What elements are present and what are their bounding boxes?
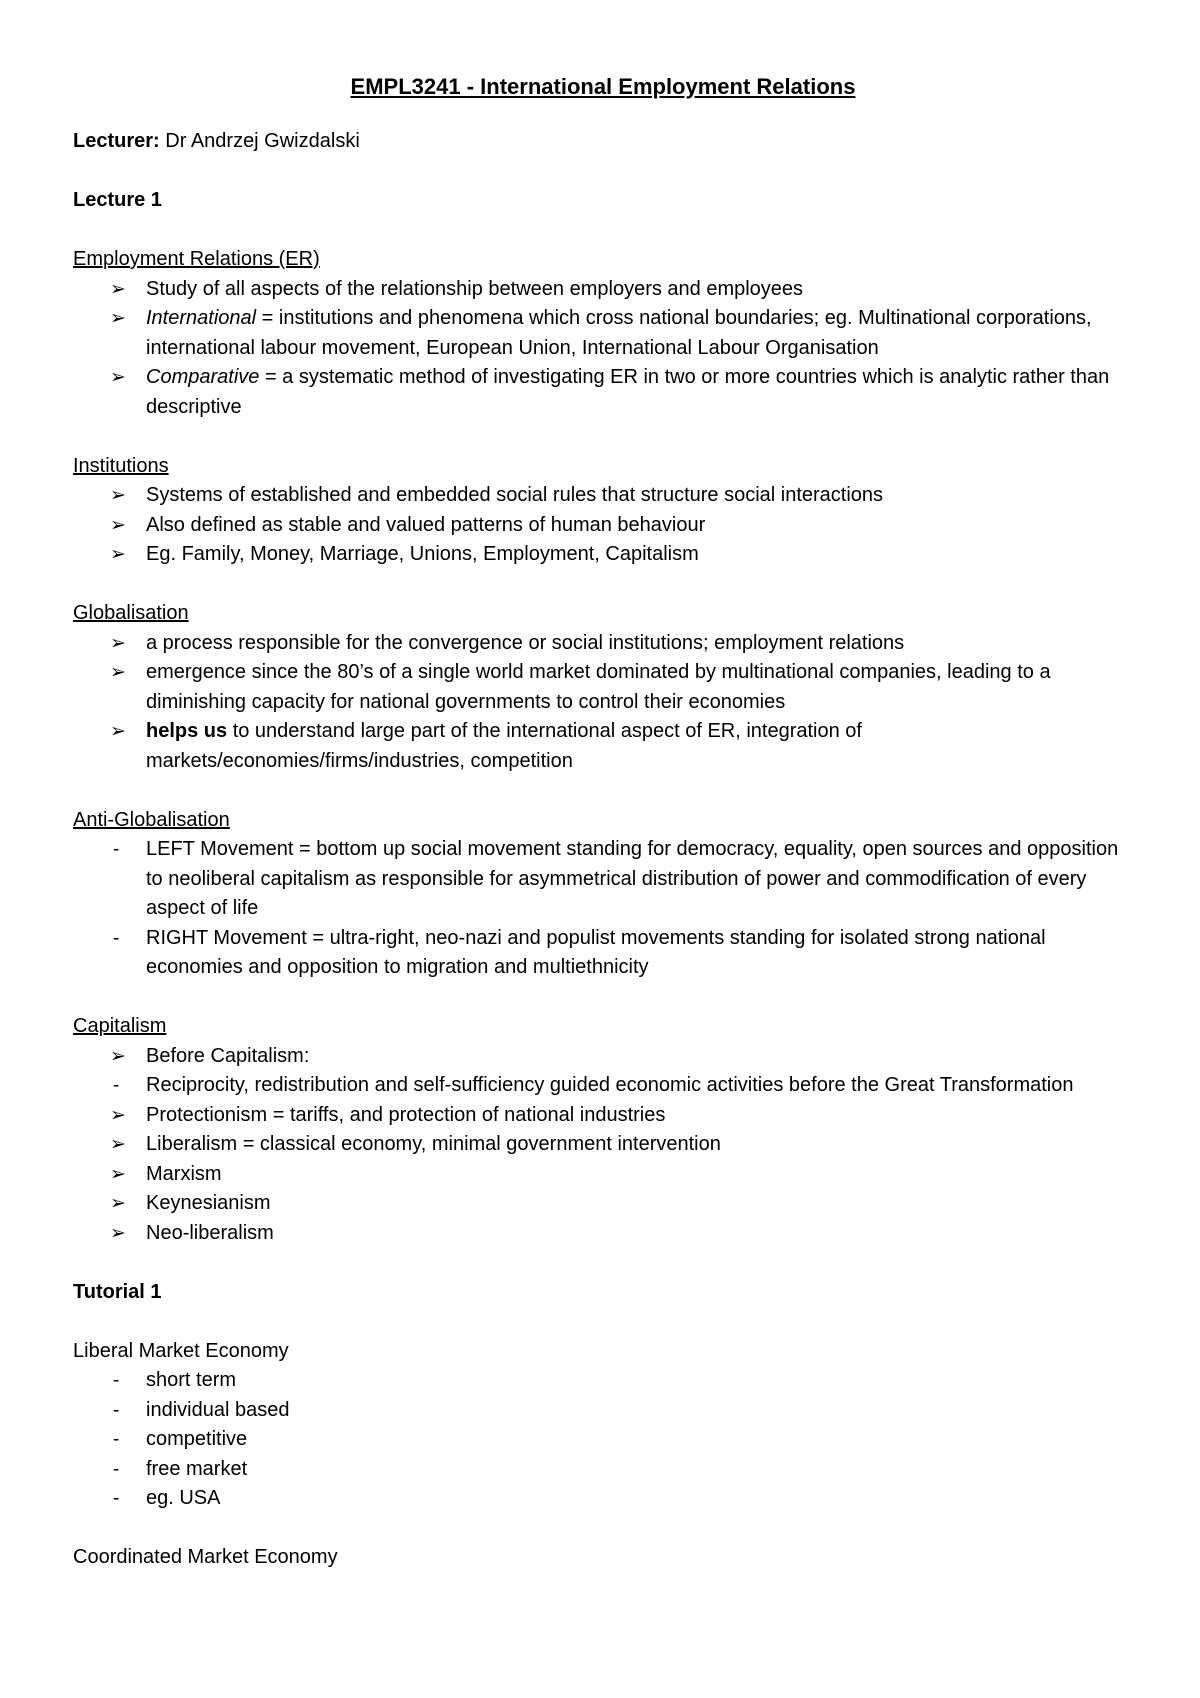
lme-list xyxy=(73,1366,1133,1514)
institutions-list xyxy=(73,481,1133,570)
list-item: - free market xyxy=(73,1455,1133,1485)
dash-bullet: - xyxy=(113,1458,120,1480)
list-item: ➢ a process responsible for the convergence or social institutions; employment relations xyxy=(73,629,1133,659)
section-heading-globalisation: Globalisation xyxy=(73,602,189,624)
list-item: ➢ helps us to understand large part of the international aspect of ER, integration of markets/economies/firms/industries, competition xyxy=(73,717,1133,776)
arrow-bullet-icon: ➢ xyxy=(110,1193,126,1214)
section-heading-lme: Liberal Market Economy xyxy=(73,1339,289,1362)
section-heading-capitalism: Capitalism xyxy=(73,1015,167,1037)
tutorial-heading: Tutorial 1 xyxy=(73,1280,162,1303)
dash-bullet: - xyxy=(113,1429,120,1450)
list-item: ➢ Study of all aspects of the relationship between employers and employees xyxy=(73,275,1133,305)
list-item: ➢ Comparative = a systematic method of investigating ER in two or more countries which is analytic rather than descriptive xyxy=(73,363,1133,422)
list-item: ➢ Liberalism = classical economy, minimal government intervention xyxy=(73,1130,1133,1160)
lecturer-name: Dr Andrzej Gwizdalski xyxy=(159,130,360,152)
list-item: ➢ emergence since the 80’s of a single world market dominated by multinational companies, leading to a diminishing capacity for national governments to control their economies xyxy=(73,658,1133,717)
dash-bullet: - xyxy=(113,1370,120,1391)
dash-bullet: - xyxy=(113,1075,120,1096)
lecture-heading: Lecture 1 xyxy=(73,189,162,211)
er-list xyxy=(73,275,1133,423)
arrow-bullet-icon: ➢ xyxy=(110,1222,126,1244)
list-item: ➢ Neo-liberalism xyxy=(73,1219,1133,1249)
list-item: ➢ Eg. Family, Money, Marriage, Unions, Employment, Capitalism xyxy=(73,540,1133,570)
document-body xyxy=(73,73,1133,1573)
term-comparative: Comparative xyxy=(146,366,260,388)
list-item: - individual based xyxy=(73,1396,1133,1426)
list-item: - LEFT Movement = bottom up social movement standing for democracy, equality, open sources and opposition to neoliberal capitalism as responsible for asymmetrical distribution of power and commodification of every aspect of life xyxy=(73,835,1133,924)
arrow-bullet-icon: ➢ xyxy=(110,632,126,654)
list-item: - competitive xyxy=(73,1425,1133,1455)
section-heading-anti-globalisation: Anti-Globalisation xyxy=(73,808,230,831)
arrow-bullet-icon: ➢ xyxy=(110,308,126,329)
emphasis-helps-us: helps us xyxy=(146,720,228,742)
section-heading-er: Employment Relations (ER) xyxy=(73,248,320,270)
list-item: ➢ Marxism xyxy=(73,1160,1133,1190)
section-heading-cme: Coordinated Market Economy xyxy=(73,1546,338,1568)
dash-bullet: - xyxy=(113,1488,120,1509)
arrow-bullet-icon: ➢ xyxy=(110,1163,126,1185)
arrow-bullet-icon: ➢ xyxy=(110,485,126,506)
lecturer-label: Lecturer: xyxy=(73,130,160,152)
list-item: ➢ Before Capitalism: xyxy=(73,1042,1133,1072)
arrow-bullet-icon: ➢ xyxy=(110,1134,126,1155)
list-item: ➢ Systems of established and embedded social rules that structure social interactions xyxy=(73,481,1133,511)
list-item: - short term xyxy=(73,1366,1133,1396)
arrow-bullet-icon: ➢ xyxy=(110,278,126,300)
arrow-bullet-icon: ➢ xyxy=(110,514,126,536)
list-item: - RIGHT Movement = ultra-right, neo-nazi and populist movements standing for isolated strong national economies and opposition to migration and multiethnicity xyxy=(73,924,1133,983)
dash-bullet: - xyxy=(113,1399,120,1421)
globalisation-list xyxy=(73,629,1133,777)
capitalism-list xyxy=(73,1042,1133,1249)
list-item: ➢ Keynesianism xyxy=(73,1189,1133,1219)
list-item: - eg. USA xyxy=(73,1484,1133,1514)
list-item: ➢ International = institutions and phenomena which cross national boundaries; eg. Multinational corporations, international labour movement, European Union, International Labour Organisation xyxy=(73,304,1133,363)
section-heading-institutions: Institutions xyxy=(73,454,169,477)
list-item: ➢ Also defined as stable and valued patterns of human behaviour xyxy=(73,511,1133,541)
dash-bullet: - xyxy=(113,839,120,860)
arrow-bullet-icon: ➢ xyxy=(110,544,126,565)
term-international: International xyxy=(146,307,257,329)
arrow-bullet-icon: ➢ xyxy=(110,367,126,388)
lecturer-line xyxy=(73,127,1133,157)
anti-globalisation-list xyxy=(73,835,1133,983)
list-item: ➢ Protectionism = tariffs, and protection of national industries xyxy=(73,1101,1133,1131)
list-item: - Reciprocity, redistribution and self-sufficiency guided economic activities before the Great Transformation xyxy=(73,1071,1133,1101)
document-title: EMPL3241 - International Employment Relations xyxy=(350,74,856,99)
dash-bullet: - xyxy=(113,927,120,949)
arrow-bullet-icon: ➢ xyxy=(110,721,126,742)
arrow-bullet-icon: ➢ xyxy=(110,662,126,683)
arrow-bullet-icon: ➢ xyxy=(110,1045,126,1067)
arrow-bullet-icon: ➢ xyxy=(110,1104,126,1126)
